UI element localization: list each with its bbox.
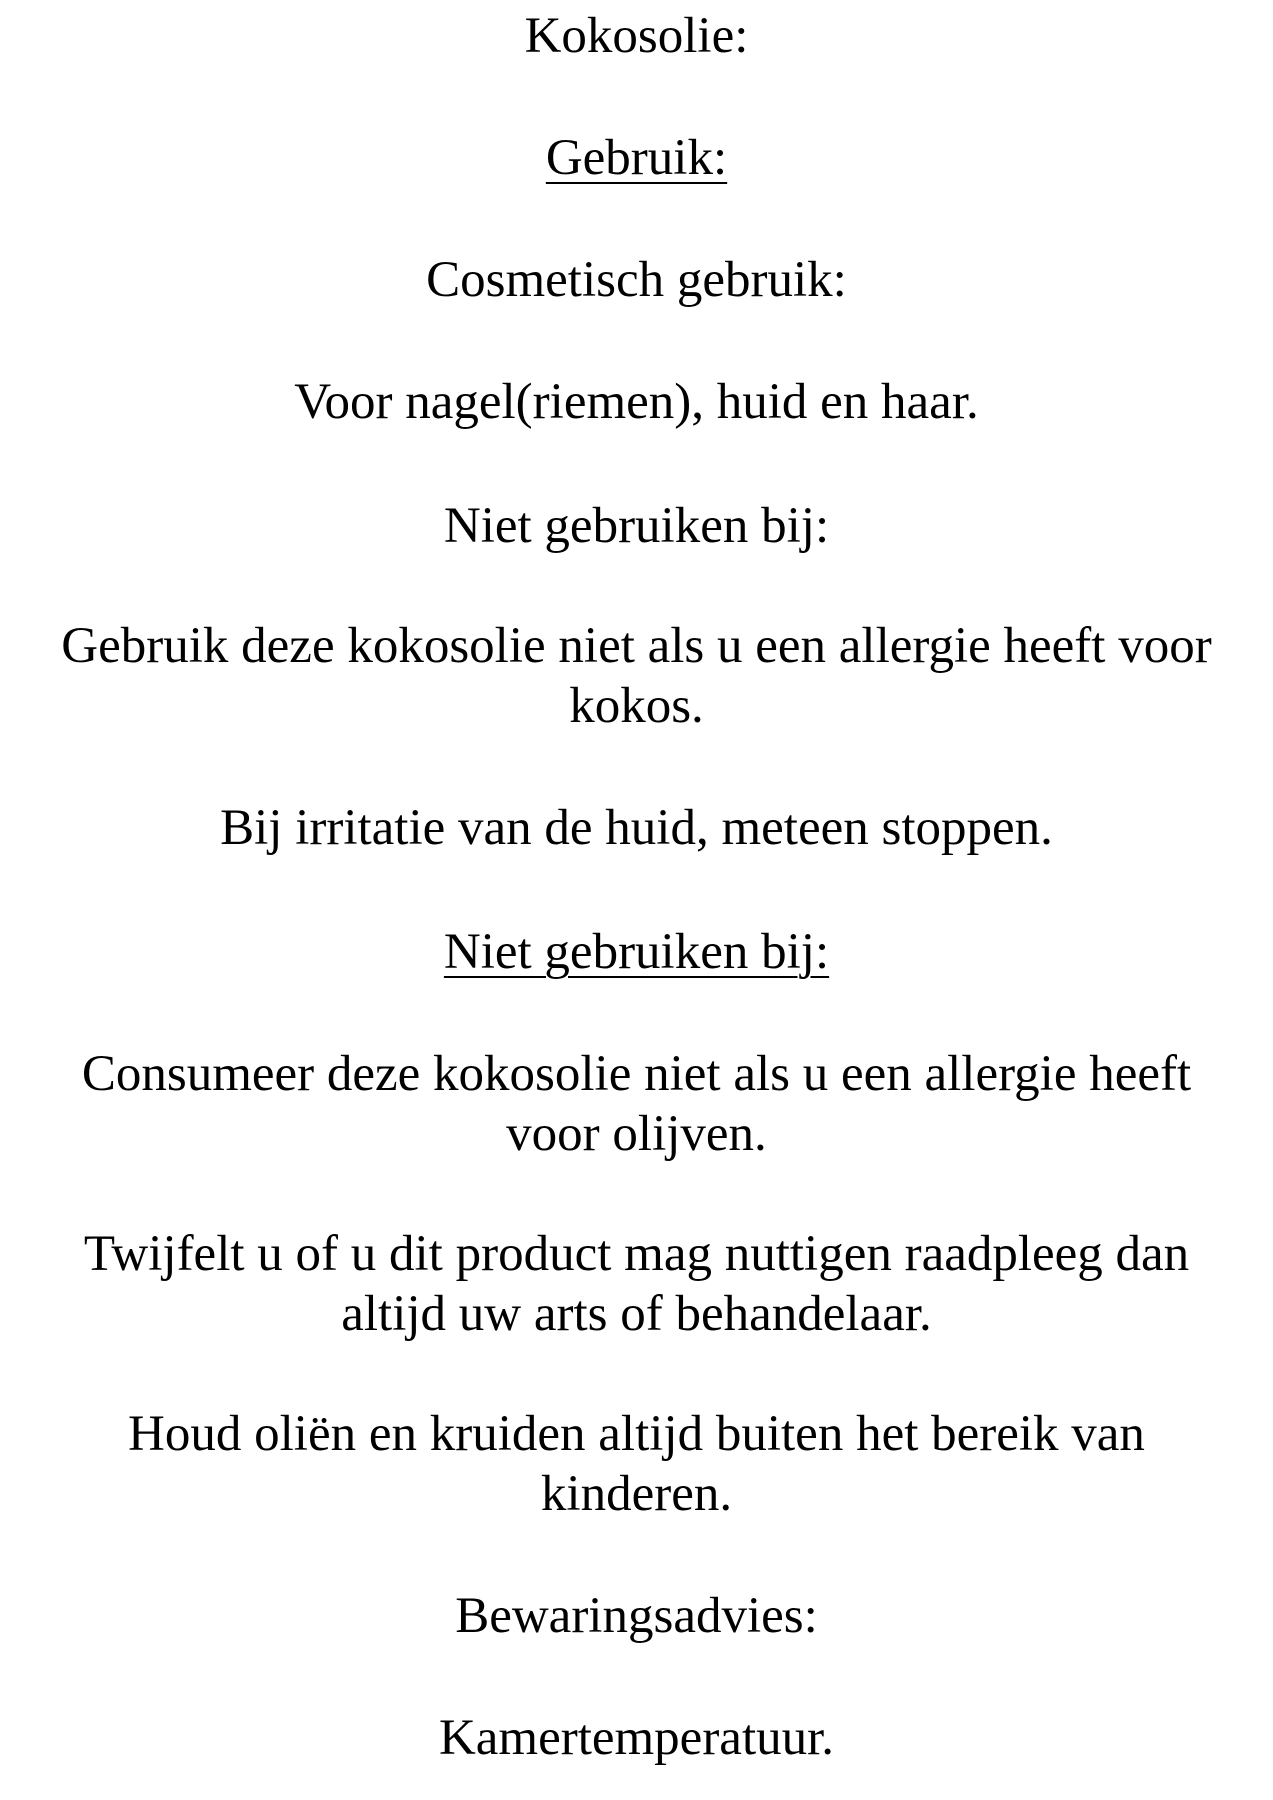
not-use-heading-1: Niet gebruiken bij: (443, 498, 830, 554)
storage-text: Kamertemperatuur. (438, 1710, 835, 1766)
consume-text-line-1: Consumeer deze kokosolie niet als u een allergie heeft (81, 1046, 1192, 1102)
not-use-heading-2-text: Niet gebruiken bij: (443, 924, 830, 980)
usage-heading (0, 128, 1273, 188)
allergy-text-line-1: Gebruik deze kokosolie niet als u een allergie heeft voor (61, 618, 1212, 674)
cosmetic-heading: Cosmetisch gebruik: (426, 252, 847, 308)
document-title: Kokosolie: (524, 8, 749, 64)
irritation-text: Bij irritatie van de huid, meteen stoppen. (220, 800, 1053, 856)
children-text-line-1: Houd oliën en kruiden altijd buiten het bereik van (128, 1406, 1145, 1462)
doubt-text-line-2: altijd uw arts of behandelaar. (341, 1286, 932, 1342)
consume-text-line-2: voor olijven. (506, 1106, 767, 1162)
cosmetic-text: Voor nagel(riemen), huid en haar. (294, 374, 979, 430)
allergy-text-line-2: kokos. (569, 678, 704, 734)
usage-heading-text: Gebruik: (545, 130, 728, 186)
not-use-heading-2 (0, 922, 1273, 982)
doubt-text-line-1: Twijfelt u of u dit product mag nuttigen raadpleeg dan (83, 1226, 1190, 1282)
children-text-line-2: kinderen. (540, 1466, 733, 1522)
storage-heading: Bewaringsadvies: (455, 1588, 818, 1644)
